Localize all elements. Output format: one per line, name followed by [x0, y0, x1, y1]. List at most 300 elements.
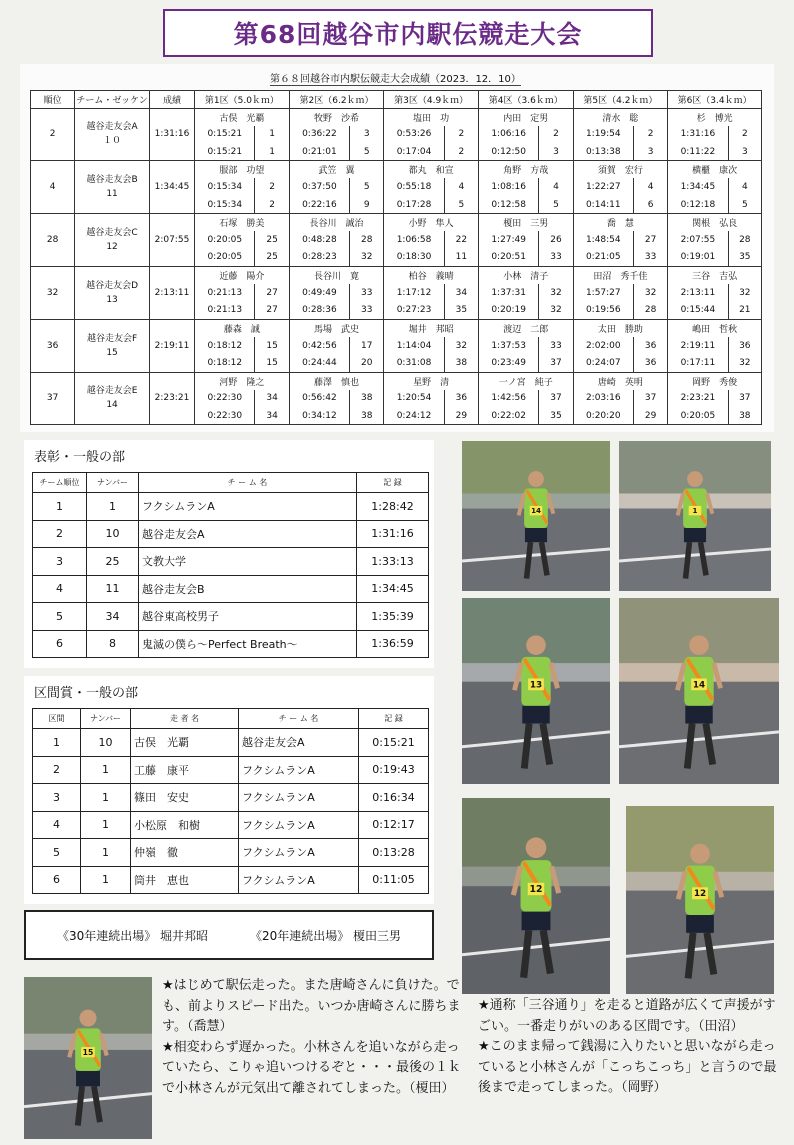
runner-name: 喬 慧	[573, 214, 668, 232]
split-time: 1:06:16	[478, 126, 538, 144]
cum-rank: 34	[255, 407, 289, 425]
split-time: 2:03:16	[573, 390, 633, 408]
split-time: 1:08:16	[478, 178, 538, 196]
team-rank: 4	[31, 161, 75, 214]
cum-time: 0:34:12	[289, 407, 349, 425]
results-header: 第5区（4.2ｋｍ）	[573, 91, 668, 109]
team-rank: 2	[31, 108, 75, 161]
split-rank: 25	[255, 231, 289, 249]
section-team: フクシムランA	[239, 839, 359, 867]
cum-rank: 32	[350, 249, 384, 267]
split-time: 0:36:22	[289, 126, 349, 144]
runner-bib-number: 14	[692, 680, 706, 691]
split-rank: 2	[539, 126, 573, 144]
award-number: 8	[87, 630, 139, 658]
split-time: 0:55:18	[384, 178, 444, 196]
runner-bib-number: 12	[693, 889, 707, 900]
split-rank: 28	[350, 231, 384, 249]
cum-rank: 3	[728, 143, 761, 161]
runner-photo	[619, 598, 779, 784]
split-time: 0:56:42	[289, 390, 349, 408]
split-time: 1:20:54	[384, 390, 444, 408]
runner-shorts	[525, 528, 547, 542]
comment-right	[478, 996, 780, 1099]
split-rank: 15	[255, 337, 289, 355]
runner-name: 杉 博光	[668, 108, 762, 126]
cum-time: 0:15:21	[195, 143, 255, 161]
split-rank: 4	[539, 178, 573, 196]
runner-name: 田沼 秀千佳	[573, 266, 668, 284]
award-team: フクシムランA	[139, 493, 357, 521]
results-header: 第3区（4.9ｋｍ）	[384, 91, 479, 109]
runner-shorts	[685, 706, 712, 724]
runner-leg-left	[524, 930, 529, 977]
runner-head	[79, 1010, 96, 1027]
cum-time: 0:22:16	[289, 196, 349, 214]
section-team: フクシムランA	[239, 756, 359, 784]
cum-time: 0:12:58	[478, 196, 538, 214]
team-award-table	[32, 472, 429, 658]
award-number: 1	[87, 493, 139, 521]
runner-name: 岡野 秀俊	[668, 372, 762, 390]
cum-time: 0:21:01	[289, 143, 349, 161]
split-time: 0:42:56	[289, 337, 349, 355]
split-rank: 27	[255, 284, 289, 302]
team-name: 越谷走友会C	[86, 228, 138, 239]
cum-rank: 11	[444, 249, 478, 267]
runner-bib-number: 1	[692, 506, 698, 515]
runner-name: 内田 定男	[478, 108, 573, 126]
cum-time: 0:20:51	[478, 249, 538, 267]
runner-name: 古俣 光覇	[195, 108, 290, 126]
team-name-cell	[75, 108, 150, 161]
split-rank: 37	[633, 390, 667, 408]
team-bib: 11	[106, 189, 118, 200]
cum-rank: 3	[633, 143, 667, 161]
runner-leg-left	[78, 1086, 82, 1125]
runner-name: 長谷川 寛	[289, 266, 384, 284]
results-caption: 第６８回越谷市内駅伝競走大会成績（2023．12．10）	[270, 70, 521, 86]
split-time: 0:15:34	[195, 178, 255, 196]
runner-name: 小林 清子	[478, 266, 573, 284]
award-record: 1:36:59	[357, 630, 429, 658]
table-row	[33, 603, 429, 631]
result-name-row	[31, 266, 762, 284]
result-name-row	[31, 319, 762, 337]
cum-rank: 20	[350, 354, 384, 372]
runner-photo	[462, 798, 610, 994]
section-number: 10	[81, 729, 131, 757]
runner-leg-left	[687, 724, 692, 769]
split-time: 2:07:55	[668, 231, 728, 249]
section-award-header: 走 者 名	[131, 709, 239, 729]
team-total: 2:13:11	[149, 266, 194, 319]
split-rank: 32	[633, 284, 667, 302]
cum-time: 0:24:07	[573, 354, 633, 372]
table-row	[33, 548, 429, 576]
result-name-row	[31, 214, 762, 232]
split-rank: 37	[728, 390, 761, 408]
runner-shorts	[522, 706, 549, 724]
team-rank: 32	[31, 266, 75, 319]
team-award-title: 表彰・一般の部	[34, 450, 126, 465]
comment-paragraph: ★このまま帰って銭湯に入りたいと思いながら走っていると小林さんが「こっちこっち」と言うので最後まで走ってしまった。（岡野）	[478, 1039, 777, 1095]
runner-name: 柏谷 義晴	[384, 266, 479, 284]
cum-rank: 9	[350, 196, 384, 214]
award-record: 1:35:39	[357, 603, 429, 631]
team-name-cell	[75, 372, 150, 425]
split-rank: 4	[633, 178, 667, 196]
split-rank: 32	[539, 284, 573, 302]
split-rank: 2	[633, 126, 667, 144]
award-rank: 6	[33, 630, 87, 658]
cum-rank: 5	[350, 143, 384, 161]
split-rank: 3	[350, 126, 384, 144]
cum-time: 0:14:11	[573, 196, 633, 214]
split-rank: 36	[444, 390, 478, 408]
comment-paragraph: ★相変わらず遅かった。小林さんを追いながら走っていたら、こりゃ追いつけるぞと・・・最後の１ｋで小林さんが元気出て離されてしまった。（榎田）	[162, 1039, 462, 1096]
section-team: フクシムランA	[239, 811, 359, 839]
cum-rank: 37	[539, 354, 573, 372]
section-leg: 3	[33, 784, 81, 812]
cum-rank: 38	[350, 407, 384, 425]
team-name-cell	[75, 161, 150, 214]
team-bib: 13	[106, 294, 118, 305]
results-header: 第4区（3.6ｋｍ）	[478, 91, 573, 109]
section-leg: 4	[33, 811, 81, 839]
team-name-cell	[75, 214, 150, 267]
section-record: 0:16:34	[359, 784, 429, 812]
veteran-30-years: 《30年連続出場》 堀井邦昭	[56, 928, 209, 943]
cum-rank: 5	[444, 196, 478, 214]
runner-head	[687, 471, 703, 487]
runner-photo	[619, 441, 771, 591]
split-rank: 34	[255, 390, 289, 408]
results-header: 第6区（3.4ｋｍ）	[668, 91, 762, 109]
section-award-table	[32, 708, 429, 894]
results-header: 第1区（5.0ｋｍ）	[195, 91, 290, 109]
award-record: 1:31:16	[357, 520, 429, 548]
split-time: 1:31:16	[668, 126, 728, 144]
award-team: 越谷走友会B	[139, 575, 357, 603]
cum-rank: 6	[633, 196, 667, 214]
split-time: 0:53:26	[384, 126, 444, 144]
cum-time: 0:15:34	[195, 196, 255, 214]
team-name: 越谷走友会A	[86, 122, 138, 133]
results-header: 第2区（6.2ｋｍ）	[289, 91, 384, 109]
split-time: 0:37:50	[289, 178, 349, 196]
split-time: 2:02:00	[573, 337, 633, 355]
result-name-row	[31, 372, 762, 390]
runner-shorts	[684, 528, 706, 542]
cum-time: 0:24:12	[384, 407, 444, 425]
cum-time: 0:18:12	[195, 354, 255, 372]
runner-name: 一ノ宮 純子	[478, 372, 573, 390]
runner-leg-left	[686, 542, 690, 578]
cum-rank: 28	[633, 302, 667, 320]
cum-rank: 33	[633, 249, 667, 267]
section-record: 0:11:05	[359, 866, 429, 894]
section-runner: 古俣 光覇	[131, 729, 239, 757]
runner-leg-left	[527, 542, 531, 578]
section-number: 1	[81, 839, 131, 867]
award-rank: 3	[33, 548, 87, 576]
cum-time: 0:19:01	[668, 249, 728, 267]
comment-paragraph: ★はじめて駅伝走った。また唐崎さんに負けた。でも、前よりスピード出た。いつか唐崎さんに勝ちます。（喬慧）	[162, 978, 461, 1034]
table-row	[33, 839, 429, 867]
runner-name: 牧野 沙希	[289, 108, 384, 126]
award-record: 1:28:42	[357, 493, 429, 521]
results-header: 順位	[31, 91, 75, 109]
cum-rank: 33	[539, 249, 573, 267]
cum-rank: 2	[255, 196, 289, 214]
award-number: 11	[87, 575, 139, 603]
section-record: 0:15:21	[359, 729, 429, 757]
cum-rank: 3	[539, 143, 573, 161]
section-number: 1	[81, 866, 131, 894]
cum-rank: 29	[444, 407, 478, 425]
cum-time: 0:17:04	[384, 143, 444, 161]
cum-rank: 25	[255, 249, 289, 267]
cum-rank: 32	[728, 354, 761, 372]
split-time: 0:49:49	[289, 284, 349, 302]
split-time: 0:20:05	[195, 231, 255, 249]
cum-time: 0:22:30	[195, 407, 255, 425]
runner-leg-left	[524, 724, 529, 769]
split-time: 1:19:54	[573, 126, 633, 144]
section-award-header: ナンバー	[81, 709, 131, 729]
award-rank: 5	[33, 603, 87, 631]
split-time: 1:42:56	[478, 390, 538, 408]
cum-rank: 38	[444, 354, 478, 372]
split-time: 0:48:28	[289, 231, 349, 249]
runner-name: 星野 清	[384, 372, 479, 390]
cum-rank: 15	[255, 354, 289, 372]
runner-name: 長谷川 誠治	[289, 214, 384, 232]
runner-name: 近藤 陽介	[195, 266, 290, 284]
runner-name: 藤澤 慎也	[289, 372, 384, 390]
cum-rank: 32	[539, 302, 573, 320]
section-team: フクシムランA	[239, 866, 359, 894]
table-row	[33, 729, 429, 757]
team-award-header: チーム順位	[33, 473, 87, 493]
cum-rank: 1	[255, 143, 289, 161]
runner-name: 三谷 吉弘	[668, 266, 762, 284]
split-time: 1:17:12	[384, 284, 444, 302]
runner-name: 都丸 和宣	[384, 161, 479, 179]
split-rank: 32	[728, 284, 761, 302]
section-runner: 筒井 恵也	[131, 866, 239, 894]
section-award-panel	[24, 676, 434, 904]
team-total: 1:34:45	[149, 161, 194, 214]
split-time: 1:06:58	[384, 231, 444, 249]
cum-rank: 36	[633, 354, 667, 372]
split-rank: 38	[350, 390, 384, 408]
runner-name: 堀井 邦昭	[384, 319, 479, 337]
cum-time: 0:23:49	[478, 354, 538, 372]
award-number: 34	[87, 603, 139, 631]
cum-rank: 29	[633, 407, 667, 425]
cum-time: 0:21:13	[195, 302, 255, 320]
award-record: 1:33:13	[357, 548, 429, 576]
section-leg: 1	[33, 729, 81, 757]
runner-photo	[462, 598, 610, 784]
split-rank: 34	[444, 284, 478, 302]
split-time: 2:19:11	[668, 337, 728, 355]
award-rank: 2	[33, 520, 87, 548]
cum-time: 0:15:44	[668, 302, 728, 320]
section-team: 越谷走友会A	[239, 729, 359, 757]
split-time: 1:37:31	[478, 284, 538, 302]
cum-time: 0:11:22	[668, 143, 728, 161]
results-header: チーム・ゼッケン	[75, 91, 150, 109]
runner-bib-number: 13	[529, 680, 543, 691]
runner-head	[690, 844, 710, 864]
cum-time: 0:20:19	[478, 302, 538, 320]
split-time: 0:18:12	[195, 337, 255, 355]
team-bib: 14	[106, 400, 118, 411]
split-time: 2:23:21	[668, 390, 728, 408]
team-total: 2:23:21	[149, 372, 194, 425]
split-rank: 36	[633, 337, 667, 355]
cum-rank: 35	[539, 407, 573, 425]
section-leg: 2	[33, 756, 81, 784]
cum-time: 0:13:38	[573, 143, 633, 161]
cum-rank: 5	[539, 196, 573, 214]
runner-shorts	[522, 912, 551, 931]
section-award-header: 記 録	[359, 709, 429, 729]
split-rank: 4	[444, 178, 478, 196]
runner-name: 太田 勝助	[573, 319, 668, 337]
split-time: 1:57:27	[573, 284, 633, 302]
team-rank: 37	[31, 372, 75, 425]
cum-time: 0:20:05	[195, 249, 255, 267]
result-name-row	[31, 108, 762, 126]
split-time: 1:48:54	[573, 231, 633, 249]
split-time: 1:22:27	[573, 178, 633, 196]
section-number: 1	[81, 756, 131, 784]
runner-head	[526, 635, 546, 655]
section-runner: 工藤 康平	[131, 756, 239, 784]
comment-left	[162, 976, 462, 1099]
split-time: 0:21:13	[195, 284, 255, 302]
split-rank: 17	[350, 337, 384, 355]
cum-time: 0:17:28	[384, 196, 444, 214]
award-team: 越谷東高校男子	[139, 603, 357, 631]
table-row	[33, 493, 429, 521]
cum-time: 0:28:36	[289, 302, 349, 320]
section-record: 0:12:17	[359, 811, 429, 839]
runner-photo	[24, 977, 152, 1139]
team-award-header: 記 録	[357, 473, 429, 493]
cum-rank: 21	[728, 302, 761, 320]
runner-name: 角野 方哉	[478, 161, 573, 179]
cum-time: 0:19:56	[573, 302, 633, 320]
team-total: 2:19:11	[149, 319, 194, 372]
cum-rank: 35	[728, 249, 761, 267]
cum-time: 0:21:05	[573, 249, 633, 267]
split-rank: 36	[728, 337, 761, 355]
split-time: 0:22:30	[195, 390, 255, 408]
split-rank: 2	[728, 126, 761, 144]
cum-rank: 5	[728, 196, 761, 214]
split-rank: 2	[255, 178, 289, 196]
split-time: 2:13:11	[668, 284, 728, 302]
runner-name: 須賀 宏行	[573, 161, 668, 179]
split-rank: 4	[728, 178, 761, 196]
runner-head	[526, 837, 547, 858]
section-team: フクシムランA	[239, 784, 359, 812]
team-rank: 28	[31, 214, 75, 267]
team-total: 2:07:55	[149, 214, 194, 267]
runner-name: 服部 功望	[195, 161, 290, 179]
team-name-cell	[75, 319, 150, 372]
award-team: 越谷走友会A	[139, 520, 357, 548]
runner-bib-number: 14	[531, 506, 541, 515]
cum-rank: 35	[444, 302, 478, 320]
team-rank: 36	[31, 319, 75, 372]
split-time: 0:15:21	[195, 126, 255, 144]
runner-name: 嶋田 哲秋	[668, 319, 762, 337]
table-row	[33, 575, 429, 603]
runner-shorts	[76, 1071, 100, 1086]
veteran-20-years: 《20年連続出場》 榎田三男	[249, 928, 402, 943]
split-time: 1:14:04	[384, 337, 444, 355]
split-rank: 26	[539, 231, 573, 249]
runner-name: 清水 聡	[573, 108, 668, 126]
runner-photo	[626, 806, 774, 994]
split-rank: 22	[444, 231, 478, 249]
team-name-cell	[75, 266, 150, 319]
team-total: 1:31:16	[149, 108, 194, 161]
runner-leg-left	[688, 933, 693, 979]
split-time: 1:27:49	[478, 231, 538, 249]
runner-name: 藤森 誠	[195, 319, 290, 337]
runner-head	[689, 635, 709, 655]
team-bib: 15	[106, 347, 118, 358]
cum-time: 0:20:05	[668, 407, 728, 425]
split-rank: 33	[539, 337, 573, 355]
runner-name: 河野 隆之	[195, 372, 290, 390]
runner-name: 馬場 武史	[289, 319, 384, 337]
runner-bib-number: 15	[82, 1047, 94, 1057]
section-leg: 5	[33, 839, 81, 867]
split-rank: 1	[255, 126, 289, 144]
runner-name: 榎田 三男	[478, 214, 573, 232]
cum-time: 0:17:11	[668, 354, 728, 372]
page-title-box	[163, 9, 653, 57]
award-team: 文教大学	[139, 548, 357, 576]
results-panel	[20, 64, 774, 432]
award-number: 25	[87, 548, 139, 576]
section-award-header: チ ー ム 名	[239, 709, 359, 729]
section-award-title: 区間賞・一般の部	[34, 686, 139, 701]
award-rank: 4	[33, 575, 87, 603]
cum-rank: 2	[444, 143, 478, 161]
runner-name: 渡辺 二郎	[478, 319, 573, 337]
section-runner: 仲嶺 徹	[131, 839, 239, 867]
section-number: 1	[81, 784, 131, 812]
runner-head	[528, 471, 544, 487]
split-rank: 5	[350, 178, 384, 196]
section-runner: 篠田 安史	[131, 784, 239, 812]
team-bib: 12	[106, 242, 118, 253]
cum-time: 0:20:20	[573, 407, 633, 425]
section-number: 1	[81, 811, 131, 839]
section-runner: 小松原 和樹	[131, 811, 239, 839]
results-table	[30, 90, 762, 425]
section-record: 0:13:28	[359, 839, 429, 867]
